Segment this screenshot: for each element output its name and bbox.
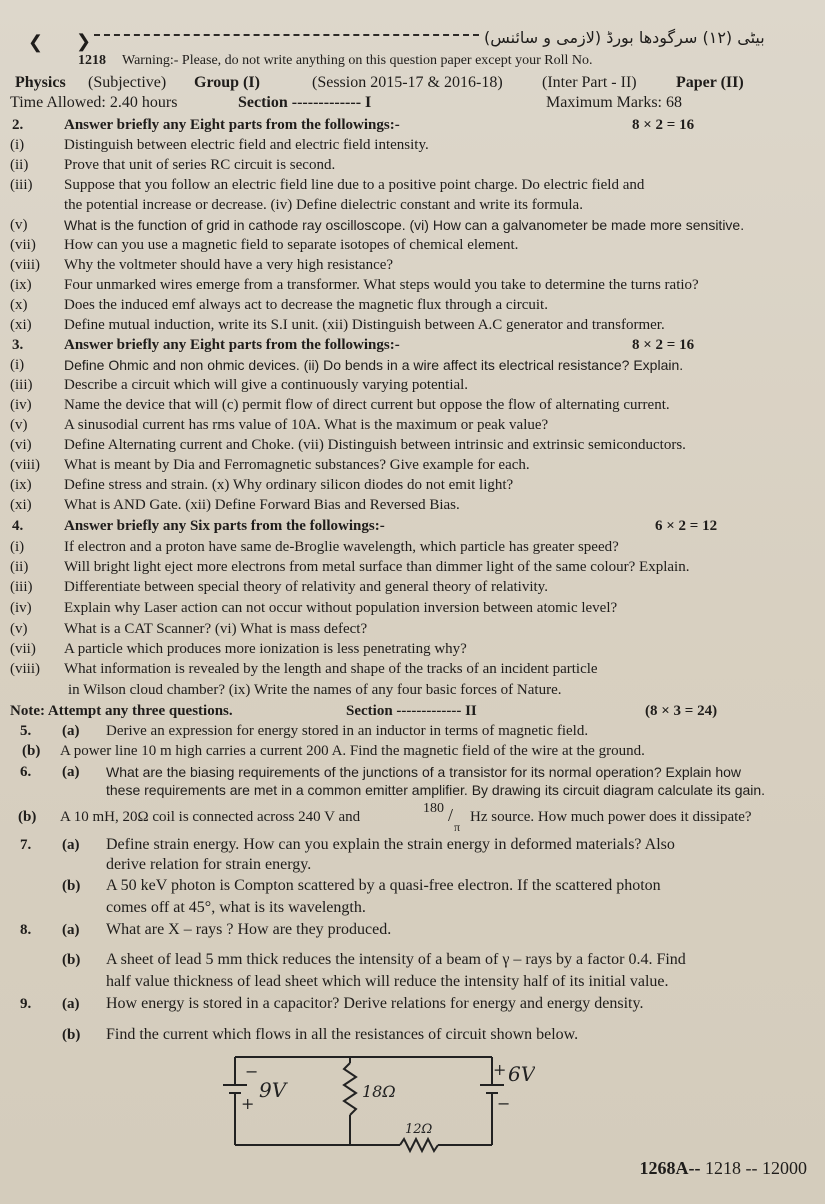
q4-item-num: (viii): [10, 661, 40, 677]
q2-item-text: the potential increase or decrease. (iv) Define dielectric constant and write its formula.: [64, 197, 583, 213]
resistor-18-ohm: [344, 1063, 356, 1115]
footer-text: 1218 -- 12000: [700, 1158, 807, 1178]
q3-item-num: (xi): [10, 497, 32, 513]
subject-type: (Subjective): [88, 74, 167, 91]
q3-item-num: (i): [10, 357, 25, 373]
q3-item-num: (ix): [10, 477, 32, 493]
long-q-number: 9.: [20, 996, 32, 1012]
session: (Session 2015-17 & 2016-18): [312, 74, 503, 91]
q3-item-text: Define Ohmic and non ohmic devices. (ii) Do bends in a wire affect its electrical resistance? Explain.: [64, 357, 684, 373]
resistor-12-ohm: [400, 1139, 438, 1151]
q3-item-num: (vi): [10, 437, 32, 453]
q4-item-num: (i): [10, 539, 25, 555]
long-q-part: (b): [62, 878, 81, 894]
q4-number: 4.: [12, 518, 24, 534]
battery-6v-label: 6V: [508, 1062, 535, 1086]
q2-item-num: (ix): [10, 277, 32, 293]
long-q-part: (b): [18, 809, 37, 825]
q4-item-num: (iv): [10, 600, 32, 616]
q3-item-num: (iii): [10, 377, 33, 393]
long-q-text: A 50 keV photon is Compton scattered by a quasi-free electron. If the scattered photon: [106, 877, 661, 894]
resistor-18-label: 18Ω: [362, 1082, 396, 1101]
q2-item-text: What is the function of grid in cathode ray oscilloscope. (vi) How can a galvanometer be made more sensitive.: [64, 217, 745, 233]
q4-item-text: in Wilson cloud chamber? (ix) Write the names of any four basic forces of Nature.: [68, 682, 562, 698]
paper-code: 1218: [78, 53, 106, 68]
resistor-12-label: 12Ω: [405, 1122, 433, 1137]
q3-item-num: (iv): [10, 397, 32, 413]
long-q-part: (a): [62, 723, 80, 739]
footer-code: 1268A--: [639, 1158, 701, 1178]
battery-6v-plus: +: [493, 1060, 507, 1079]
q2-item-num: (x): [10, 297, 28, 313]
freq-denominator: π: [454, 820, 461, 834]
inter-part: (Inter Part - II): [542, 74, 637, 91]
q2-item-text: Suppose that you follow an electric field line due to a positive point charge. Do electric field and: [64, 177, 645, 193]
q2-item-text: Prove that unit of series RC circuit is second.: [64, 157, 336, 173]
long-q-number: 6.: [20, 764, 32, 780]
long-q-text: these requirements are met in a common emitter amplifier. By drawing its circuit diagram calculate its gain.: [106, 782, 766, 798]
fraction-slash: /: [448, 805, 454, 825]
q3-item-text: A sinusodial current has rms value of 10A. What is the maximum or peak value?: [64, 417, 549, 433]
q3-item-text: What is AND Gate. (xii) Define Forward Bias and Reversed Bias.: [64, 497, 460, 513]
q3-title: Answer briefly any Eight parts from the followings:-: [64, 337, 400, 353]
q4-item-text: A particle which produces more ionization is less penetrating why?: [64, 641, 467, 657]
q4-item-num: (ii): [10, 559, 29, 575]
q4-marks: 6 × 2 = 12: [655, 518, 718, 534]
long-q-text: half value thickness of lead sheet which will reduce the intensity half of its initial value.: [106, 973, 669, 990]
battery-9v-label: 9V: [259, 1078, 287, 1102]
long-q-part: (a): [62, 764, 80, 780]
freq-text: Hz source. How much power does it dissipate?: [470, 809, 752, 825]
q3-item-text: Define stress and strain. (x) Why ordinary silicon diodes do not emit light?: [64, 477, 514, 493]
long-q-text: How energy is stored in a capacitor? Derive relations for energy and energy density.: [106, 995, 644, 1012]
q3-item-text: What is meant by Dia and Ferromagnetic substances? Give example for each.: [64, 457, 530, 473]
paper-number: Paper (II): [676, 74, 744, 91]
battery-6v-minus: −: [497, 1094, 511, 1113]
q2-item-num: (vii): [10, 237, 36, 253]
q2-item-num: (iii): [10, 177, 33, 193]
q2-item-num: (v): [10, 217, 28, 233]
long-q-part: (b): [62, 952, 81, 968]
q2-marks: 8 × 2 = 16: [632, 117, 695, 133]
long-q-part: (a): [62, 837, 80, 853]
section-two-marks: (8 × 3 = 24): [645, 703, 718, 719]
left-arrow-icon: ❮: [28, 32, 44, 52]
circuit-diagram: [205, 1045, 535, 1155]
q2-item-text: How can you use a magnetic field to separate isotopes of chemical element.: [64, 237, 519, 253]
q2-title: Answer briefly any Eight parts from the followings:-: [64, 117, 400, 133]
long-q-text: derive relation for strain energy.: [106, 856, 312, 873]
q4-item-text: If electron and a proton have same de-Broglie wavelength, which particle has greater speed?: [64, 539, 619, 555]
long-q-number: 8.: [20, 922, 32, 938]
dashed-line: [94, 34, 479, 36]
q2-item-text: Why the voltmeter should have a very high resistance?: [64, 257, 394, 273]
freq-numerator: 180: [423, 801, 444, 816]
q4-item-text: Will bright light eject more electrons from metal surface than dimmer light of the same colour? Explain.: [64, 559, 690, 575]
q2-item-text: Four unmarked wires emerge from a transformer. What steps would you take to determine the turns ratio?: [64, 277, 699, 293]
q2-item-num: (ii): [10, 157, 29, 173]
q4-item-text: Explain why Laser action can not occur without population inversion between atomic level?: [64, 600, 618, 616]
q2-item-text: Define mutual induction, write its S.I unit. (xii) Distinguish between A.C generator and transformer.: [64, 317, 665, 333]
group: Group (I): [194, 74, 260, 91]
long-q-text: Derive an expression for energy stored in an inductor in terms of magnetic field.: [106, 723, 589, 739]
q2-item-text: Distinguish between electric field and electric field intensity.: [64, 137, 429, 153]
q3-item-num: (v): [10, 417, 28, 433]
q2-item-text: Does the induced emf always act to decrease the magnetic flux through a circuit.: [64, 297, 548, 313]
warning-text: Warning:- Please, do not write anything on this question paper except your Roll No.: [122, 53, 593, 68]
long-q-number: 7.: [20, 837, 32, 853]
note: Note: Attempt any three questions.: [10, 703, 233, 719]
q2-item-num: (xi): [10, 317, 32, 333]
urdu-header: [14, 14, 812, 52]
urdu-title: بیٹی (۱۲) سرگودھا بورڈ (لازمی و سائنس): [484, 28, 765, 47]
long-q-text: What are X – rays ? How are they produced.: [106, 921, 392, 938]
q3-marks: 8 × 2 = 16: [632, 337, 695, 353]
long-q-text: A power line 10 m high carries a current 200 A. Find the magnetic field of the wire at the ground.: [60, 743, 645, 759]
long-q-text: Find the current which flows in all the resistances of circuit shown below.: [106, 1026, 579, 1043]
subject: Physics: [15, 74, 66, 91]
section-two: Section ------------- II: [346, 703, 477, 719]
long-q-text: comes off at 45°, what is its wavelength.: [106, 899, 366, 916]
q4-item-text: What information is revealed by the length and shape of the tracks of an incident particle: [64, 661, 598, 677]
q4-item-num: (v): [10, 621, 28, 637]
footer: [640, 1158, 808, 1179]
long-q-text: What are the biasing requirements of the junctions of a transistor for its normal operation? Explain how: [106, 764, 741, 780]
q4-title: Answer briefly any Six parts from the followings:-: [64, 518, 385, 534]
q3-item-text: Describe a circuit which will give a continuously varying potential.: [64, 377, 469, 393]
long-q-text: Define strain energy. How can you explain the strain energy in deformed materials? Also: [106, 836, 675, 853]
q3-item-num: (viii): [10, 457, 40, 473]
q2-item-num: (i): [10, 137, 25, 153]
q2-number: 2.: [12, 117, 24, 133]
right-arrow-icon: ❯: [76, 31, 92, 51]
q3-number: 3.: [12, 337, 24, 353]
q4-item-text: Differentiate between special theory of relativity and general theory of relativity.: [64, 579, 548, 595]
q3-item-text: Name the device that will (c) permit flow of direct current but oppose the flow of alternating current.: [64, 397, 670, 413]
q3-item-text: Define Alternating current and Choke. (vii) Distinguish between intrinsic and extrinsic semiconductors.: [64, 437, 686, 453]
q4-item-num: (iii): [10, 579, 33, 595]
long-q-number: 5.: [20, 723, 32, 739]
battery-9v-plus: +: [241, 1094, 255, 1113]
q4-item-text: What is a CAT Scanner? (vi) What is mass defect?: [64, 621, 368, 637]
section-one: Section ------------- I: [238, 94, 372, 111]
long-q-part: (b): [62, 1027, 81, 1043]
long-q-text: A 10 mH, 20Ω coil is connected across 240 V and: [60, 809, 361, 825]
long-q-part: (a): [62, 922, 80, 938]
q2-item-num: (viii): [10, 257, 40, 273]
time-allowed: Time Allowed: 2.40 hours: [10, 94, 178, 111]
long-q-part: (b): [22, 743, 41, 759]
long-q-text: A sheet of lead 5 mm thick reduces the intensity of a beam of γ – rays by a factor 0.4. Find: [106, 951, 686, 968]
long-q-part: (a): [62, 996, 80, 1012]
battery-9v-minus: −: [245, 1062, 259, 1081]
q4-item-num: (vii): [10, 641, 36, 657]
max-marks: Maximum Marks: 68: [546, 94, 682, 111]
